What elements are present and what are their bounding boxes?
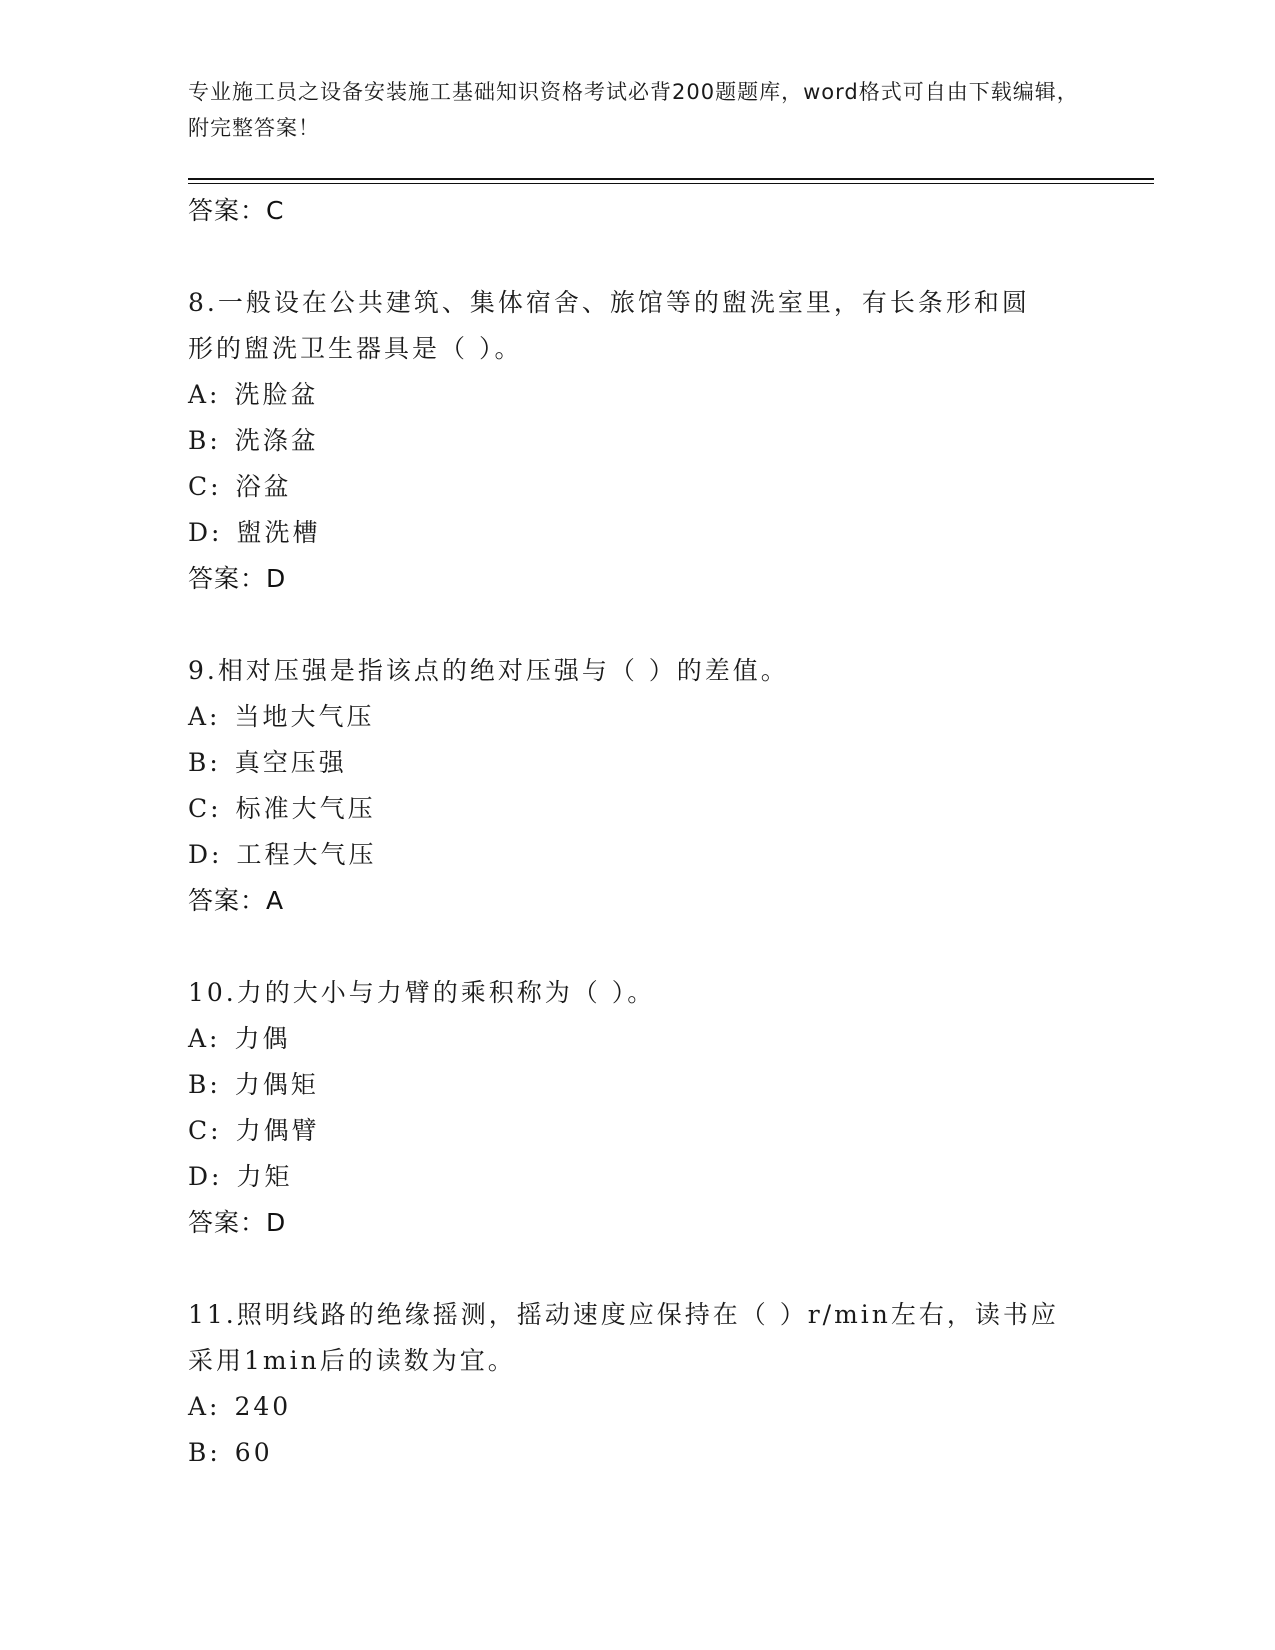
header-rule-thick: [188, 178, 1154, 180]
answer-line: 答案：C: [188, 196, 285, 225]
option-key: D:: [188, 1162, 223, 1191]
option-line: [188, 740, 1088, 786]
spacer: [188, 602, 1088, 648]
option-key: C:: [188, 472, 222, 501]
answer-line: 答案：D: [188, 564, 287, 593]
option-line: [188, 1062, 1088, 1108]
question-stem: 10.力的大小与力臂的乘积称为（ ）。: [188, 978, 656, 1007]
spacer: [188, 924, 1088, 970]
option-text: 240: [234, 1392, 292, 1421]
option-line: [188, 694, 1088, 740]
option-text: 洗脸盆: [234, 380, 319, 409]
question-stem: 9.相对压强是指该点的绝对压强与（ ）的差值。: [188, 656, 789, 685]
option-text: 力矩: [236, 1162, 293, 1191]
header-rule-thin: [188, 183, 1154, 184]
question-list: [188, 188, 1088, 1476]
option-text: 工程大气压: [236, 840, 377, 869]
option-key: B:: [188, 426, 221, 455]
option-text: 盥洗槽: [236, 518, 321, 547]
option-line: [188, 832, 1088, 878]
option-text: 洗涤盆: [234, 426, 319, 455]
option-line: [188, 786, 1088, 832]
option-key: C:: [188, 1116, 222, 1145]
option-text: 当地大气压: [234, 702, 375, 731]
option-text: 真空压强: [234, 748, 347, 777]
option-key: B:: [188, 748, 221, 777]
option-line: [188, 372, 1088, 418]
option-line: [188, 418, 1088, 464]
option-key: D:: [188, 840, 223, 869]
option-line: [188, 464, 1088, 510]
option-line: [188, 510, 1088, 556]
option-line: [188, 1430, 1088, 1476]
option-text: 60: [234, 1438, 273, 1467]
option-line: [188, 1154, 1088, 1200]
spacer: [188, 1246, 1088, 1292]
question-block: [188, 648, 1088, 924]
answer-line: 答案：A: [188, 886, 285, 915]
option-line: [188, 1108, 1088, 1154]
option-line: [188, 1384, 1088, 1430]
spacer: [188, 234, 1088, 280]
option-key: C:: [188, 794, 222, 823]
option-key: A:: [188, 1024, 221, 1053]
option-text: 力偶臂: [235, 1116, 320, 1145]
option-key: A:: [188, 702, 221, 731]
option-text: 力偶矩: [234, 1070, 319, 1099]
option-key: A:: [188, 380, 221, 409]
answer-line: 答案：D: [188, 1208, 287, 1237]
option-line: [188, 1016, 1088, 1062]
option-key: B:: [188, 1438, 221, 1467]
option-key: D:: [188, 518, 223, 547]
option-text: 力偶: [234, 1024, 291, 1053]
option-text: 浴盆: [235, 472, 292, 501]
option-text: 标准大气压: [235, 794, 376, 823]
question-block: [188, 280, 1088, 602]
question-block: [188, 1292, 1088, 1476]
option-key: B:: [188, 1070, 221, 1099]
option-key: A:: [188, 1392, 221, 1421]
document-header: 专业施工员之设备安装施工基础知识资格考试必背200题题库，word格式可自由下载编辑，附完整答案！: [188, 80, 1079, 140]
question-stem: 11.照明线路的绝缘摇测，摇动速度应保持在（ ）r/min左右，读书应采用1min后的读数为宜。: [188, 1300, 1059, 1375]
question-block: [188, 970, 1088, 1246]
question-stem: 8.一般设在公共建筑、集体宿舍、旅馆等的盥洗室里，有长条形和圆形的盥洗卫生器具是（ ）。: [188, 288, 1030, 363]
